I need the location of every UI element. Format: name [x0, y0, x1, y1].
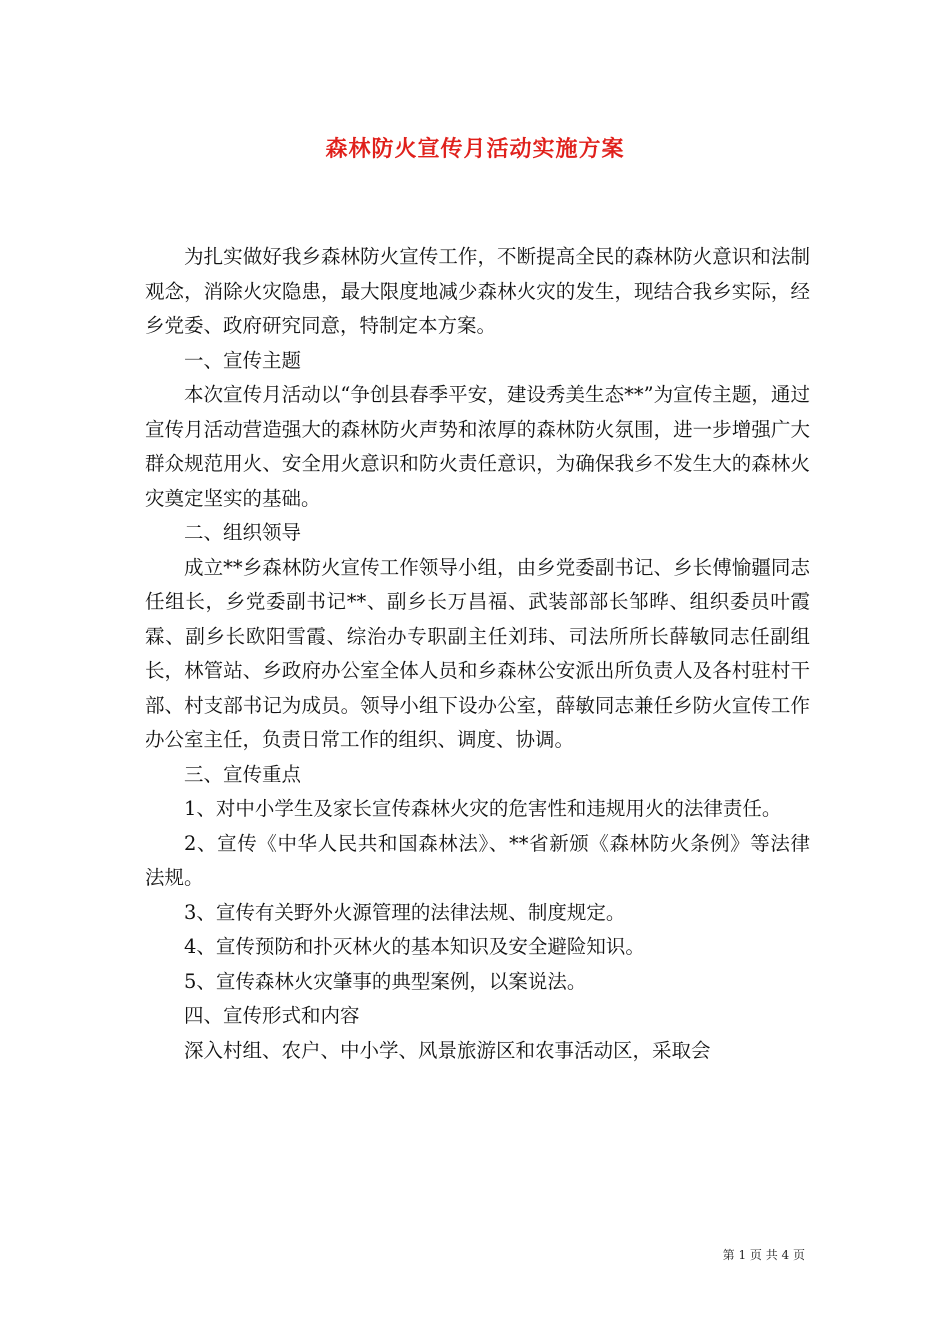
- list-item-focus-4: 4、宣传预防和扑灭林火的基本知识及安全避险知识。: [184, 935, 645, 958]
- document-title: 森林防火宣传月活动实施方案: [325, 136, 625, 162]
- paragraph-forms: 深入村组、农户、中小学、风景旅游区和农事活动区，采取会: [184, 1038, 711, 1062]
- section-heading-forms: 四、宣传形式和内容: [184, 1004, 360, 1027]
- paragraph-theme: 本次宣传月活动以“争创县春季平安，建设秀美生态**”为宣传主题，通过宣传月活动营造强大的森林防火声势和浓厚的森林防火氛围，进一步增强广大群众规范用火、安全用火意识和防火责任意识，为确保我乡不发生大的森林火灾奠定坚实的基础。: [145, 383, 810, 510]
- list-item-focus-5: 5、宣传森林火灾肇事的典型案例，以案说法。: [184, 969, 587, 993]
- list-item-focus-2: 2、宣传《中华人民共和国森林法》、**省新颁《森林防火条例》等法律法规。: [145, 831, 810, 889]
- section-heading-organization: 二、组织领导: [184, 521, 302, 544]
- section-heading-theme: 一、宣传主题: [184, 348, 302, 372]
- list-item-focus-3: 3、宣传有关野外火源管理的法律法规、制度规定。: [184, 900, 626, 924]
- section-heading-focus: 三、宣传重点: [184, 762, 302, 786]
- document-body: [145, 240, 810, 1068]
- paragraph-organization: 成立**乡森林防火宣传工作领导小组，由乡党委副书记、乡长傅愉疆同志任组长，乡党委副书记**、副乡长万昌福、武装部部长邹晔、组织委员叶霞霖、副乡长欧阳雪霞、综治办专职副主任刘玮、司法所所长薛敏同志任副组长，林管站、乡政府办公室全体人员和乡森林公安派出所负责人及各村驻村干部、村支部书记为成员。领导小组下设办公室，薛敏同志兼任乡防火宣传工作办公室主任，负责日常工作的组织、调度、协调。: [145, 555, 810, 751]
- paragraph-intro: 为扎实做好我乡森林防火宣传工作，不断提高全民的森林防火意识和法制观念，消除火灾隐患，最大限度地减少森林火灾的发生，现结合我乡实际，经乡党委、政府研究同意，特制定本方案。: [145, 245, 810, 337]
- list-item-focus-1: 1、对中小学生及家长宣传森林火灾的危害性和违规用火的法律责任。: [184, 797, 782, 820]
- page-number-footer: 第 1 页 共 4 页: [722, 1248, 805, 1262]
